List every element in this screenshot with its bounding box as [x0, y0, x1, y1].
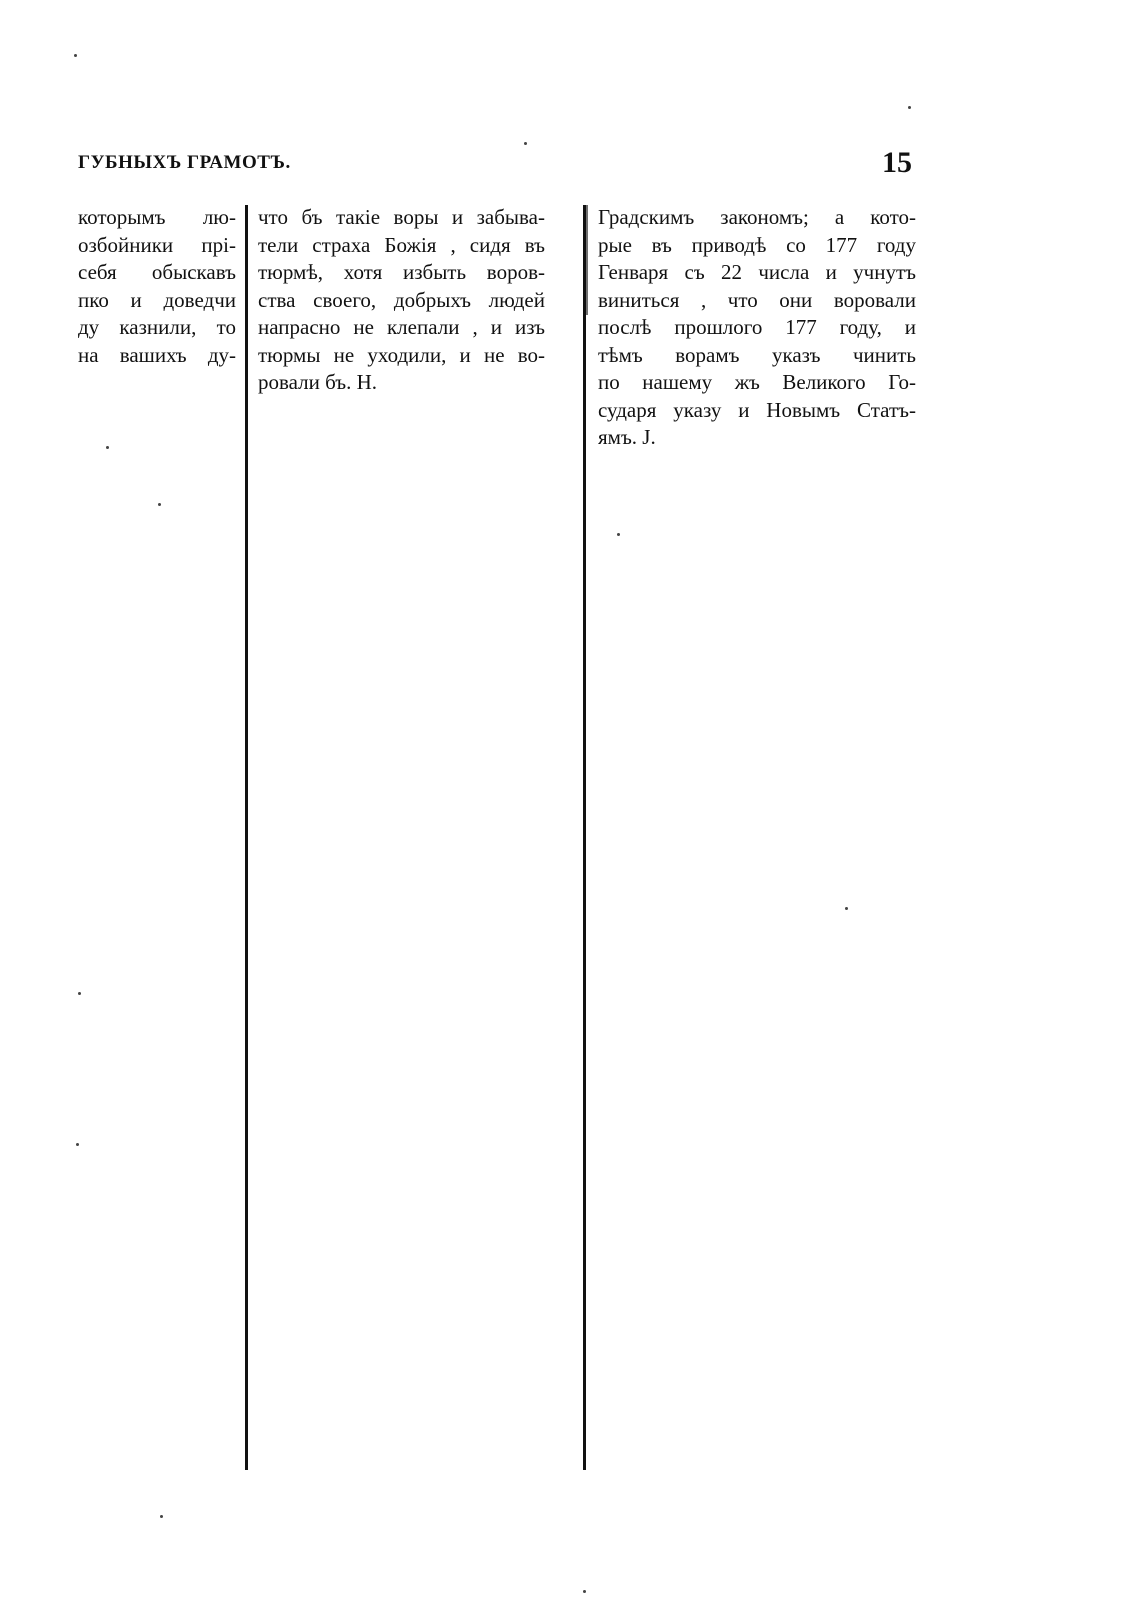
page-number: 15 — [882, 146, 912, 179]
text-line: ства своего, добрыхъ людей — [258, 287, 545, 312]
text-line: тюрмѣ, хотя избыть воров- — [258, 260, 545, 284]
scan-speck — [524, 142, 527, 145]
text-line: пко и доведчи — [78, 287, 236, 312]
text-line: ду казнили, то — [78, 315, 236, 339]
scan-speck — [160, 1515, 163, 1518]
scan-speck — [78, 992, 81, 995]
text-line: послѣ прошлого 177 году, и — [598, 315, 916, 339]
scan-speck — [583, 1590, 586, 1593]
scan-speck — [908, 106, 911, 109]
scan-speck — [74, 54, 77, 57]
text-line: ямъ. J. — [598, 425, 656, 449]
text-column-3 — [598, 204, 916, 452]
scan-speck — [617, 533, 620, 536]
text-line: что бъ такіе воры и забыва- — [258, 205, 545, 229]
text-line: Градскимъ закономъ; а кото- — [598, 205, 916, 229]
text-line: тюрмы не уходили, и не во- — [258, 342, 545, 367]
text-line: тѣмъ ворамъ указъ чинить — [598, 342, 916, 367]
text-line: озбойники прі- — [78, 232, 236, 257]
column-divider-2-accent — [586, 205, 588, 315]
text-line: ровали бъ. Н. — [258, 370, 378, 394]
text-line: виниться , что они воровали — [598, 287, 916, 312]
text-line: рые въ приводѣ со 177 году — [598, 232, 916, 257]
text-line: себя обыскавъ — [78, 260, 236, 284]
text-line: напрасно не клепали , и изъ — [258, 315, 545, 339]
column-divider-2 — [583, 205, 586, 1470]
scan-speck — [845, 907, 848, 910]
text-line: по нашему жъ Великого Го- — [598, 370, 916, 394]
text-line: на вашихъ ду- — [78, 342, 236, 367]
text-line: сударя указу и Новымъ Статъ- — [598, 397, 916, 422]
text-line: Генваря съ 22 числа и учнутъ — [598, 260, 916, 284]
column-divider-1 — [245, 205, 248, 1470]
scan-speck — [76, 1143, 79, 1146]
text-line: которымъ лю- — [78, 205, 236, 229]
text-column-2 — [258, 204, 545, 397]
text-line: тели страха Божія , сидя въ — [258, 232, 545, 257]
running-head: ГУБНЫХЪ ГРАМОТЪ. — [78, 152, 291, 173]
scan-speck — [106, 446, 109, 449]
text-column-1 — [78, 204, 236, 369]
scan-speck — [158, 503, 161, 506]
